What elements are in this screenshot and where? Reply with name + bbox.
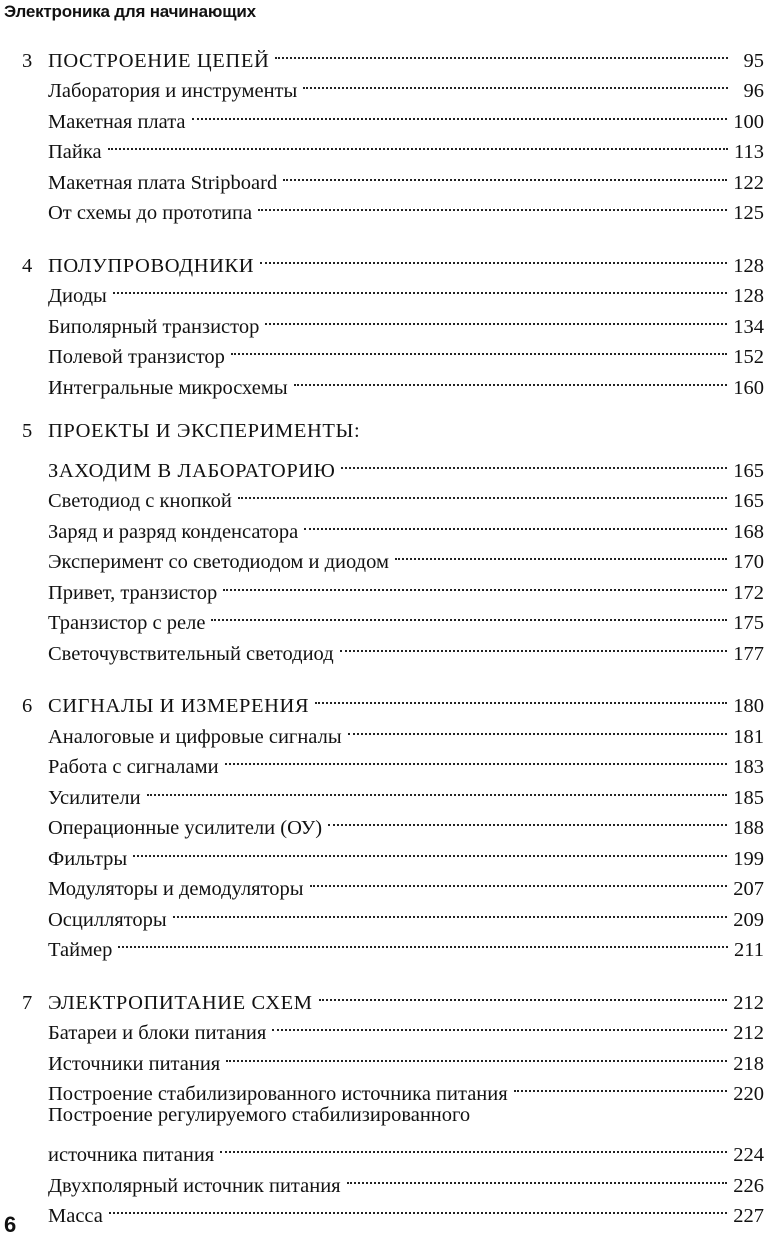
page-number: 100 bbox=[733, 110, 764, 133]
dot-leader bbox=[260, 241, 727, 272]
dot-leader bbox=[173, 895, 728, 926]
entry-title: Эксперимент со светодиодом и диодом bbox=[48, 551, 389, 573]
chapter-7 bbox=[0, 978, 768, 1227]
dot-leader bbox=[113, 272, 727, 303]
entry-title: Интегральные микросхемы bbox=[48, 376, 288, 399]
entry-title: Источники питания bbox=[48, 1052, 221, 1075]
page-number: 220 bbox=[733, 1083, 764, 1105]
page-number: 172 bbox=[733, 581, 764, 604]
dot-leader bbox=[133, 834, 727, 865]
dot-leader bbox=[192, 97, 728, 128]
entry-title: Модуляторы и демодуляторы bbox=[48, 878, 304, 900]
dot-leader bbox=[272, 1009, 727, 1040]
entry-title: Осцилляторы bbox=[48, 908, 167, 931]
dot-leader bbox=[341, 446, 727, 477]
toc-entry-line2[interactable] bbox=[0, 1131, 768, 1166]
page-number: 125 bbox=[733, 202, 764, 224]
dot-leader bbox=[347, 1161, 728, 1192]
table-of-contents bbox=[0, 36, 768, 1244]
chapter-heading[interactable] bbox=[0, 36, 768, 72]
entry-title: Таймер bbox=[48, 939, 113, 961]
dot-leader bbox=[294, 363, 728, 394]
chapter-heading[interactable] bbox=[0, 241, 768, 277]
entry-title: Двухполярный источник питания bbox=[48, 1174, 341, 1197]
dot-leader bbox=[147, 773, 728, 804]
entry-title: Светочувствительный светодиод bbox=[48, 642, 334, 665]
dot-leader bbox=[303, 67, 728, 98]
folio-page-number: 6 bbox=[4, 1212, 17, 1237]
page-number: 165 bbox=[733, 490, 764, 512]
page-number: 181 bbox=[733, 725, 764, 748]
chapter-number: 3 bbox=[22, 49, 33, 72]
dot-leader bbox=[231, 333, 727, 364]
page-number: 113 bbox=[734, 141, 764, 163]
entry-title: Работа с сигналами bbox=[48, 756, 219, 778]
running-header: Электроника для начинающих bbox=[4, 2, 256, 21]
toc-entry[interactable] bbox=[0, 272, 768, 307]
page-number: 177 bbox=[733, 642, 764, 665]
chapter-heading[interactable] bbox=[0, 978, 768, 1014]
entry-title: Лаборатория и инструменты bbox=[48, 80, 298, 102]
dot-leader bbox=[118, 926, 728, 957]
entry-title: Усилители bbox=[48, 786, 141, 809]
dot-leader bbox=[108, 128, 728, 159]
dot-leader bbox=[304, 507, 727, 538]
chapter-heading-line1[interactable] bbox=[0, 416, 768, 447]
entry-title: Заряд и разряд конденсатора bbox=[48, 520, 299, 543]
dot-leader bbox=[265, 302, 727, 333]
page-number: 211 bbox=[734, 939, 764, 961]
page-number: 218 bbox=[733, 1052, 764, 1075]
toc-entry[interactable] bbox=[0, 302, 768, 338]
dot-leader bbox=[283, 158, 727, 189]
chapter-title: ПОСТРОЕНИЕ ЦЕПЕЙ bbox=[48, 49, 270, 72]
chapter-title: ПОЛУПРОВОДНИКИ bbox=[48, 254, 255, 277]
chapter-number: 5 bbox=[22, 419, 33, 442]
toc-entry-line1[interactable] bbox=[0, 1100, 768, 1131]
chapter-5 bbox=[0, 416, 768, 665]
chapter-6 bbox=[0, 682, 768, 961]
dot-leader bbox=[395, 538, 727, 569]
entry-title: Построение стабилизированного источника питания bbox=[48, 1083, 508, 1105]
dot-leader bbox=[514, 1070, 728, 1101]
page-number: 96 bbox=[743, 80, 764, 102]
dot-leader bbox=[238, 477, 727, 508]
page-number: 226 bbox=[733, 1174, 764, 1197]
chapter-title: ПРОЕКТЫ И ЭКСПЕРИМЕНТЫ: bbox=[48, 419, 361, 442]
chapter-heading-line2[interactable] bbox=[0, 446, 768, 482]
page-number: 188 bbox=[733, 817, 764, 839]
dot-leader bbox=[211, 599, 727, 630]
chapter-title: ЭЛЕКТРОПИТАНИЕ СХЕМ bbox=[48, 991, 313, 1014]
dot-leader bbox=[340, 629, 728, 660]
page-number: 128 bbox=[733, 254, 764, 277]
page-number: 95 bbox=[743, 49, 764, 72]
entry-title: Светодиод с кнопкой bbox=[48, 490, 232, 512]
page-number: 212 bbox=[733, 991, 764, 1014]
page-number: 134 bbox=[733, 315, 764, 338]
chapter-heading[interactable] bbox=[0, 682, 768, 717]
page-number: 209 bbox=[733, 908, 764, 931]
chapter-title: СИГНАЛЫ И ИЗМЕРЕНИЯ bbox=[48, 695, 310, 717]
chapter-4 bbox=[0, 241, 768, 399]
page-number: 122 bbox=[733, 171, 764, 194]
toc-entry[interactable] bbox=[0, 1192, 768, 1227]
dot-leader bbox=[258, 189, 727, 220]
entry-title-continued: источника питания bbox=[48, 1144, 215, 1166]
entry-title: Полевой транзистор bbox=[48, 346, 225, 368]
toc-entry[interactable] bbox=[0, 128, 768, 163]
entry-title: Фильтры bbox=[48, 847, 128, 870]
entry-title: Макетная плата bbox=[48, 110, 186, 133]
page-number: 128 bbox=[733, 285, 764, 307]
page-number: 170 bbox=[733, 551, 764, 573]
entry-title: Макетная плата Stripboard bbox=[48, 171, 278, 194]
page-number: 152 bbox=[733, 346, 764, 368]
page-number: 180 bbox=[733, 695, 764, 717]
chapter-number: 4 bbox=[22, 254, 33, 277]
entry-title: Транзистор с реле bbox=[48, 612, 206, 634]
page-number: 183 bbox=[733, 756, 764, 778]
entry-title: От схемы до прототипа bbox=[48, 202, 253, 224]
dot-leader bbox=[223, 568, 727, 599]
entry-title: Масса bbox=[48, 1205, 103, 1227]
toc-entry[interactable] bbox=[0, 158, 768, 194]
chapter-3 bbox=[0, 36, 768, 224]
page-number: 185 bbox=[733, 786, 764, 809]
chapter-number: 7 bbox=[22, 991, 33, 1014]
page-number: 207 bbox=[733, 878, 764, 900]
entry-title: Диоды bbox=[48, 285, 107, 307]
dot-leader bbox=[315, 682, 727, 713]
dot-leader bbox=[109, 1192, 727, 1223]
entry-title: Биполярный транзистор bbox=[48, 315, 260, 338]
dot-leader bbox=[319, 978, 728, 1009]
dot-leader bbox=[226, 1039, 727, 1070]
entry-title: Аналоговые и цифровые сигналы bbox=[48, 725, 342, 748]
page-number: 175 bbox=[733, 612, 764, 634]
page-number: 227 bbox=[733, 1205, 764, 1227]
entry-title: Привет, транзистор bbox=[48, 581, 218, 604]
page-number: 212 bbox=[733, 1022, 764, 1044]
chapter-number: 6 bbox=[22, 695, 33, 717]
dot-leader bbox=[220, 1131, 727, 1162]
entry-title: Батареи и блоки питания bbox=[48, 1022, 267, 1044]
entry-title: Операционные усилители (ОУ) bbox=[48, 817, 323, 839]
dot-leader bbox=[275, 36, 728, 67]
entry-title: Пайка bbox=[48, 141, 102, 163]
page-number: 168 bbox=[733, 520, 764, 543]
chapter-title-continued: ЗАХОДИМ В ЛАБОРАТОРИЮ bbox=[48, 459, 336, 482]
page-number: 165 bbox=[733, 459, 764, 482]
dot-leader bbox=[328, 804, 727, 835]
entry-title: Построение регулируемого стабилизированного bbox=[48, 1104, 471, 1126]
dot-leader bbox=[348, 712, 728, 743]
dot-leader bbox=[310, 865, 728, 896]
page-number: 224 bbox=[733, 1144, 764, 1166]
dot-leader bbox=[225, 743, 728, 774]
page-number: 199 bbox=[733, 847, 764, 870]
page-number: 160 bbox=[733, 376, 764, 399]
